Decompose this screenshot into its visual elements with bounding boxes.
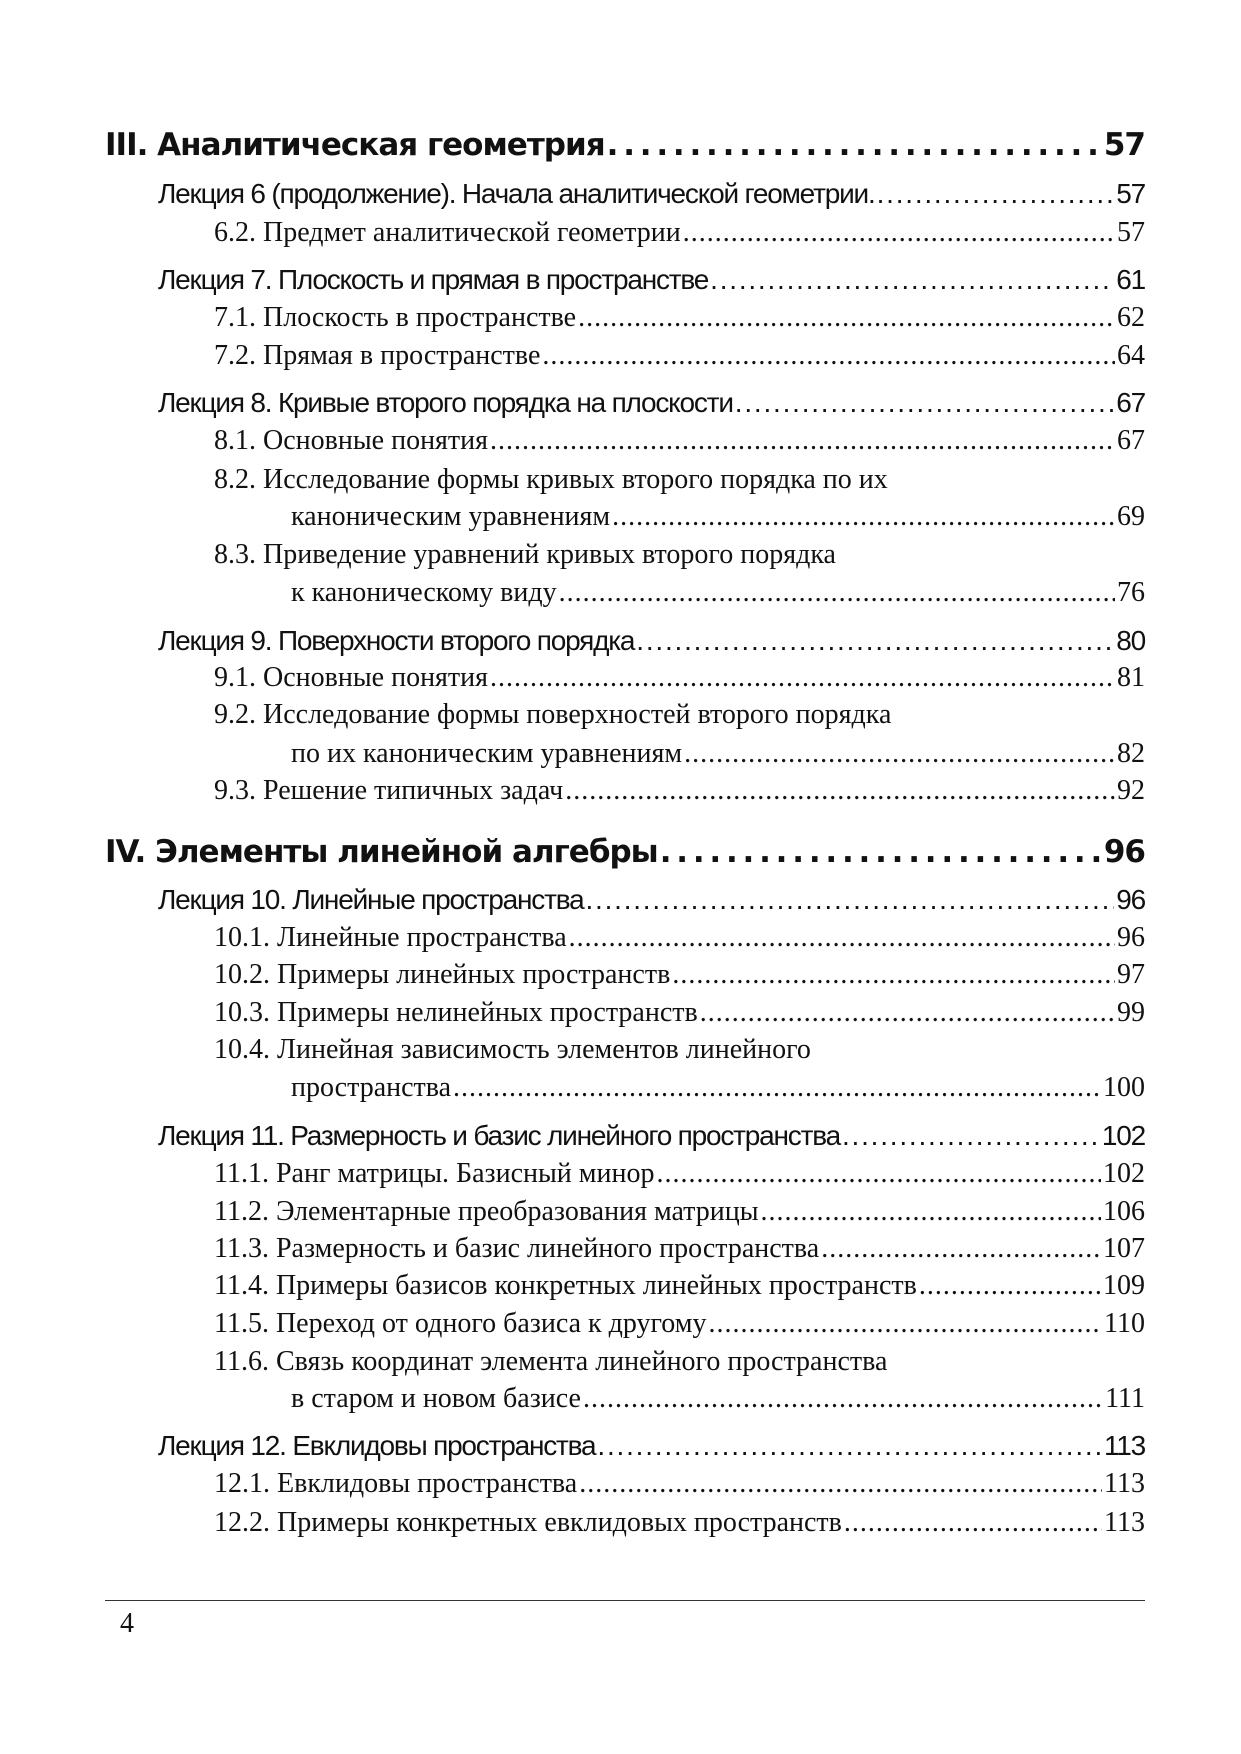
toc-page-number: 113 xyxy=(1104,1507,1145,1538)
toc-lecture-entry[interactable] xyxy=(0,387,1145,427)
toc-page-number: 62 xyxy=(1117,302,1145,333)
toc-page-number: 82 xyxy=(1117,738,1145,769)
page-number: 4 xyxy=(120,1608,134,1639)
toc-page-number: 102 xyxy=(1103,1158,1145,1189)
dot-leader xyxy=(877,178,1115,210)
dot-leader xyxy=(607,127,1102,163)
toc-section-entry[interactable] xyxy=(0,1507,1145,1547)
toc-entry-title: 12.2. Примеры конкретных евклидовых пространств xyxy=(214,1507,842,1538)
toc-section-entry[interactable] xyxy=(0,217,1145,257)
toc-entry-title: Лекция 8. Кривые второго порядка на плоскости xyxy=(158,387,733,418)
toc-entry-title: Лекция 7. Плоскость и прямая в пространстве xyxy=(158,264,709,295)
toc-lecture-entry[interactable] xyxy=(0,1430,1145,1470)
toc-entry-title: 10.1. Линейные пространства xyxy=(214,922,567,953)
toc-section-entry[interactable] xyxy=(0,1158,1145,1198)
dot-leader xyxy=(700,997,1115,1029)
toc-entry-title: 8.1. Основные понятия xyxy=(214,425,489,456)
toc-entry-title: 10.2. Примеры линейных пространств xyxy=(214,959,671,990)
toc-page-number: 97 xyxy=(1117,959,1145,990)
dot-leader xyxy=(636,625,1114,657)
footer-divider xyxy=(105,1600,1145,1601)
dot-leader xyxy=(579,1468,1102,1500)
toc-page-number: 67 xyxy=(1117,425,1145,456)
toc-entry-title: 7.1. Плоскость в пространстве xyxy=(214,302,577,333)
dot-leader xyxy=(569,922,1115,954)
toc-entry-title-continuation: каноническим уравнениям xyxy=(291,501,611,532)
toc-entry-title: 11.1. Ранг матрицы. Базисный минор xyxy=(214,1158,655,1189)
toc-heading-entry[interactable] xyxy=(0,127,1145,167)
dot-leader xyxy=(710,264,1114,296)
toc-entry-title: 11.6. Связь координат элемента линейного пространства xyxy=(214,1346,888,1377)
toc-section-entry[interactable] xyxy=(0,1196,1145,1236)
dot-leader xyxy=(660,834,1102,870)
dot-leader xyxy=(490,425,1115,457)
toc-page-number: 92 xyxy=(1117,775,1145,806)
toc-entry-title: Лекция 9. Поверхности второго порядка xyxy=(158,625,635,656)
dot-leader xyxy=(844,1507,1102,1539)
dot-leader xyxy=(559,577,1115,609)
dot-leader xyxy=(578,302,1115,334)
toc-page-number: 102 xyxy=(1101,1120,1145,1151)
dot-leader xyxy=(683,217,1115,249)
toc-page-number: 57 xyxy=(1103,127,1145,163)
toc-entry-title: 11.2. Элементарные преобразования матрицы xyxy=(214,1196,759,1227)
toc-entry-title: 9.1. Основные понятия xyxy=(214,662,489,693)
toc-section-entry[interactable] xyxy=(0,922,1145,962)
toc-entry-title: III. Аналитическая геометрия xyxy=(105,127,605,163)
toc-entry-title: 11.5. Переход от одного базиса к другому xyxy=(214,1308,707,1339)
dot-leader xyxy=(735,387,1114,419)
dot-leader xyxy=(709,1308,1103,1340)
dot-leader xyxy=(597,1430,1102,1462)
toc-entry-title: 7.2. Прямая в пространстве xyxy=(214,340,541,371)
toc-lecture-entry[interactable] xyxy=(0,264,1145,304)
toc-section-entry[interactable] xyxy=(0,1072,1145,1112)
toc-entry-title: 9.3. Решение типичных задач xyxy=(214,775,564,806)
dot-leader xyxy=(453,1072,1101,1104)
toc-entry-title: 10.4. Линейная зависимость элементов линейного xyxy=(214,1034,811,1065)
toc-lecture-entry[interactable] xyxy=(0,884,1145,924)
toc-section-entry[interactable] xyxy=(0,577,1145,617)
toc-entry-title: IV. Элементы линейной алгебры xyxy=(105,834,658,870)
toc-entry-title: 9.2. Исследование формы поверхностей второго порядка xyxy=(214,699,892,730)
toc-entry-title: 6.2. Предмет аналитической геометрии xyxy=(214,217,681,248)
toc-section-entry[interactable] xyxy=(0,1233,1145,1273)
dot-leader xyxy=(761,1196,1101,1228)
toc-lecture-entry[interactable] xyxy=(0,178,1145,218)
toc-page-number: 113 xyxy=(1104,1468,1145,1499)
toc-page-number: 106 xyxy=(1103,1196,1145,1227)
dot-leader xyxy=(583,1383,1103,1415)
dot-leader xyxy=(684,738,1115,770)
toc-entry-title: Лекция 6 (продолжение). Начала аналитической геометрии. xyxy=(158,178,875,209)
toc-page-number: 57 xyxy=(1117,217,1145,248)
dot-leader xyxy=(656,1158,1101,1190)
toc-entry-title: 8.2. Исследование формы кривых второго порядка по их xyxy=(214,464,888,495)
toc-entry-title-continuation: в старом и новом базисе xyxy=(291,1383,581,1414)
toc-entry-title: 10.3. Примеры нелинейных пространств xyxy=(214,997,698,1028)
toc-lecture-entry[interactable] xyxy=(0,625,1145,665)
toc-section-entry[interactable] xyxy=(0,340,1145,380)
toc-page-number: 111 xyxy=(1105,1383,1145,1414)
toc-page-number: 99 xyxy=(1117,997,1145,1028)
toc-page-number: 67 xyxy=(1116,387,1145,418)
toc-page-number: 57 xyxy=(1116,178,1145,209)
toc-page-number: 61 xyxy=(1116,264,1145,295)
toc-entry-title-continuation: по их каноническим уравнениям xyxy=(291,738,683,769)
toc-section-entry[interactable] xyxy=(0,1468,1145,1508)
toc-entry-title-continuation: пространства xyxy=(291,1072,452,1103)
toc-section-entry[interactable] xyxy=(0,997,1145,1037)
toc-section-entry[interactable] xyxy=(0,959,1145,999)
dot-leader xyxy=(821,1233,1101,1265)
dot-leader xyxy=(672,959,1115,991)
toc-page-number: 109 xyxy=(1103,1270,1145,1301)
toc-page-number: 113 xyxy=(1103,1430,1145,1461)
toc-entry-title-continuation: к каноническому виду xyxy=(291,577,557,608)
toc-page-number: 81 xyxy=(1117,662,1145,693)
toc-heading-entry[interactable] xyxy=(0,834,1145,874)
toc-page-number: 107 xyxy=(1103,1233,1145,1264)
toc-section-entry[interactable] xyxy=(0,501,1145,541)
toc-section-entry[interactable] xyxy=(0,775,1145,815)
toc-section-entry[interactable] xyxy=(0,1383,1145,1423)
toc-page-number: 96 xyxy=(1103,834,1145,870)
toc-section-entry[interactable] xyxy=(0,1270,1145,1310)
toc-entry-title: Лекция 12. Евклидовы пространства xyxy=(158,1430,596,1461)
toc-section-entry[interactable] xyxy=(0,1308,1145,1348)
dot-leader xyxy=(565,775,1115,807)
dot-leader xyxy=(490,662,1115,694)
toc-page-number: 96 xyxy=(1117,922,1145,953)
dot-leader xyxy=(842,1120,1100,1152)
toc-page-number: 80 xyxy=(1116,625,1145,656)
toc-page-number: 64 xyxy=(1117,340,1145,371)
toc-section-entry[interactable] xyxy=(0,302,1145,342)
toc-entry-title: 11.3. Размерность и базис линейного пространства xyxy=(214,1233,820,1264)
toc-entry-title: 11.4. Примеры базисов конкретных линейных пространств xyxy=(214,1270,917,1301)
dot-leader xyxy=(585,884,1114,916)
toc-lecture-entry[interactable] xyxy=(0,1120,1145,1160)
toc-section-entry[interactable] xyxy=(0,425,1145,465)
toc-entry-title: Лекция 10. Линейные пространства xyxy=(158,884,584,915)
toc-entry-title: 12.1. Евклидовы пространства xyxy=(214,1468,578,1499)
toc-page-number: 76 xyxy=(1117,577,1145,608)
toc-entry-title: Лекция 11. Размерность и базис линейного пространства xyxy=(158,1120,840,1151)
toc-section-entry[interactable] xyxy=(0,662,1145,702)
dot-leader xyxy=(919,1270,1101,1302)
toc-page-number: 69 xyxy=(1117,501,1145,532)
dot-leader xyxy=(612,501,1115,533)
toc-section-entry[interactable] xyxy=(0,738,1145,778)
toc-page-number: 100 xyxy=(1103,1072,1145,1103)
dot-leader xyxy=(542,340,1115,372)
toc-page-number: 110 xyxy=(1104,1308,1145,1339)
toc-entry-title: 8.3. Приведение уравнений кривых второго порядка xyxy=(214,539,836,570)
toc-page-number: 96 xyxy=(1116,884,1145,915)
